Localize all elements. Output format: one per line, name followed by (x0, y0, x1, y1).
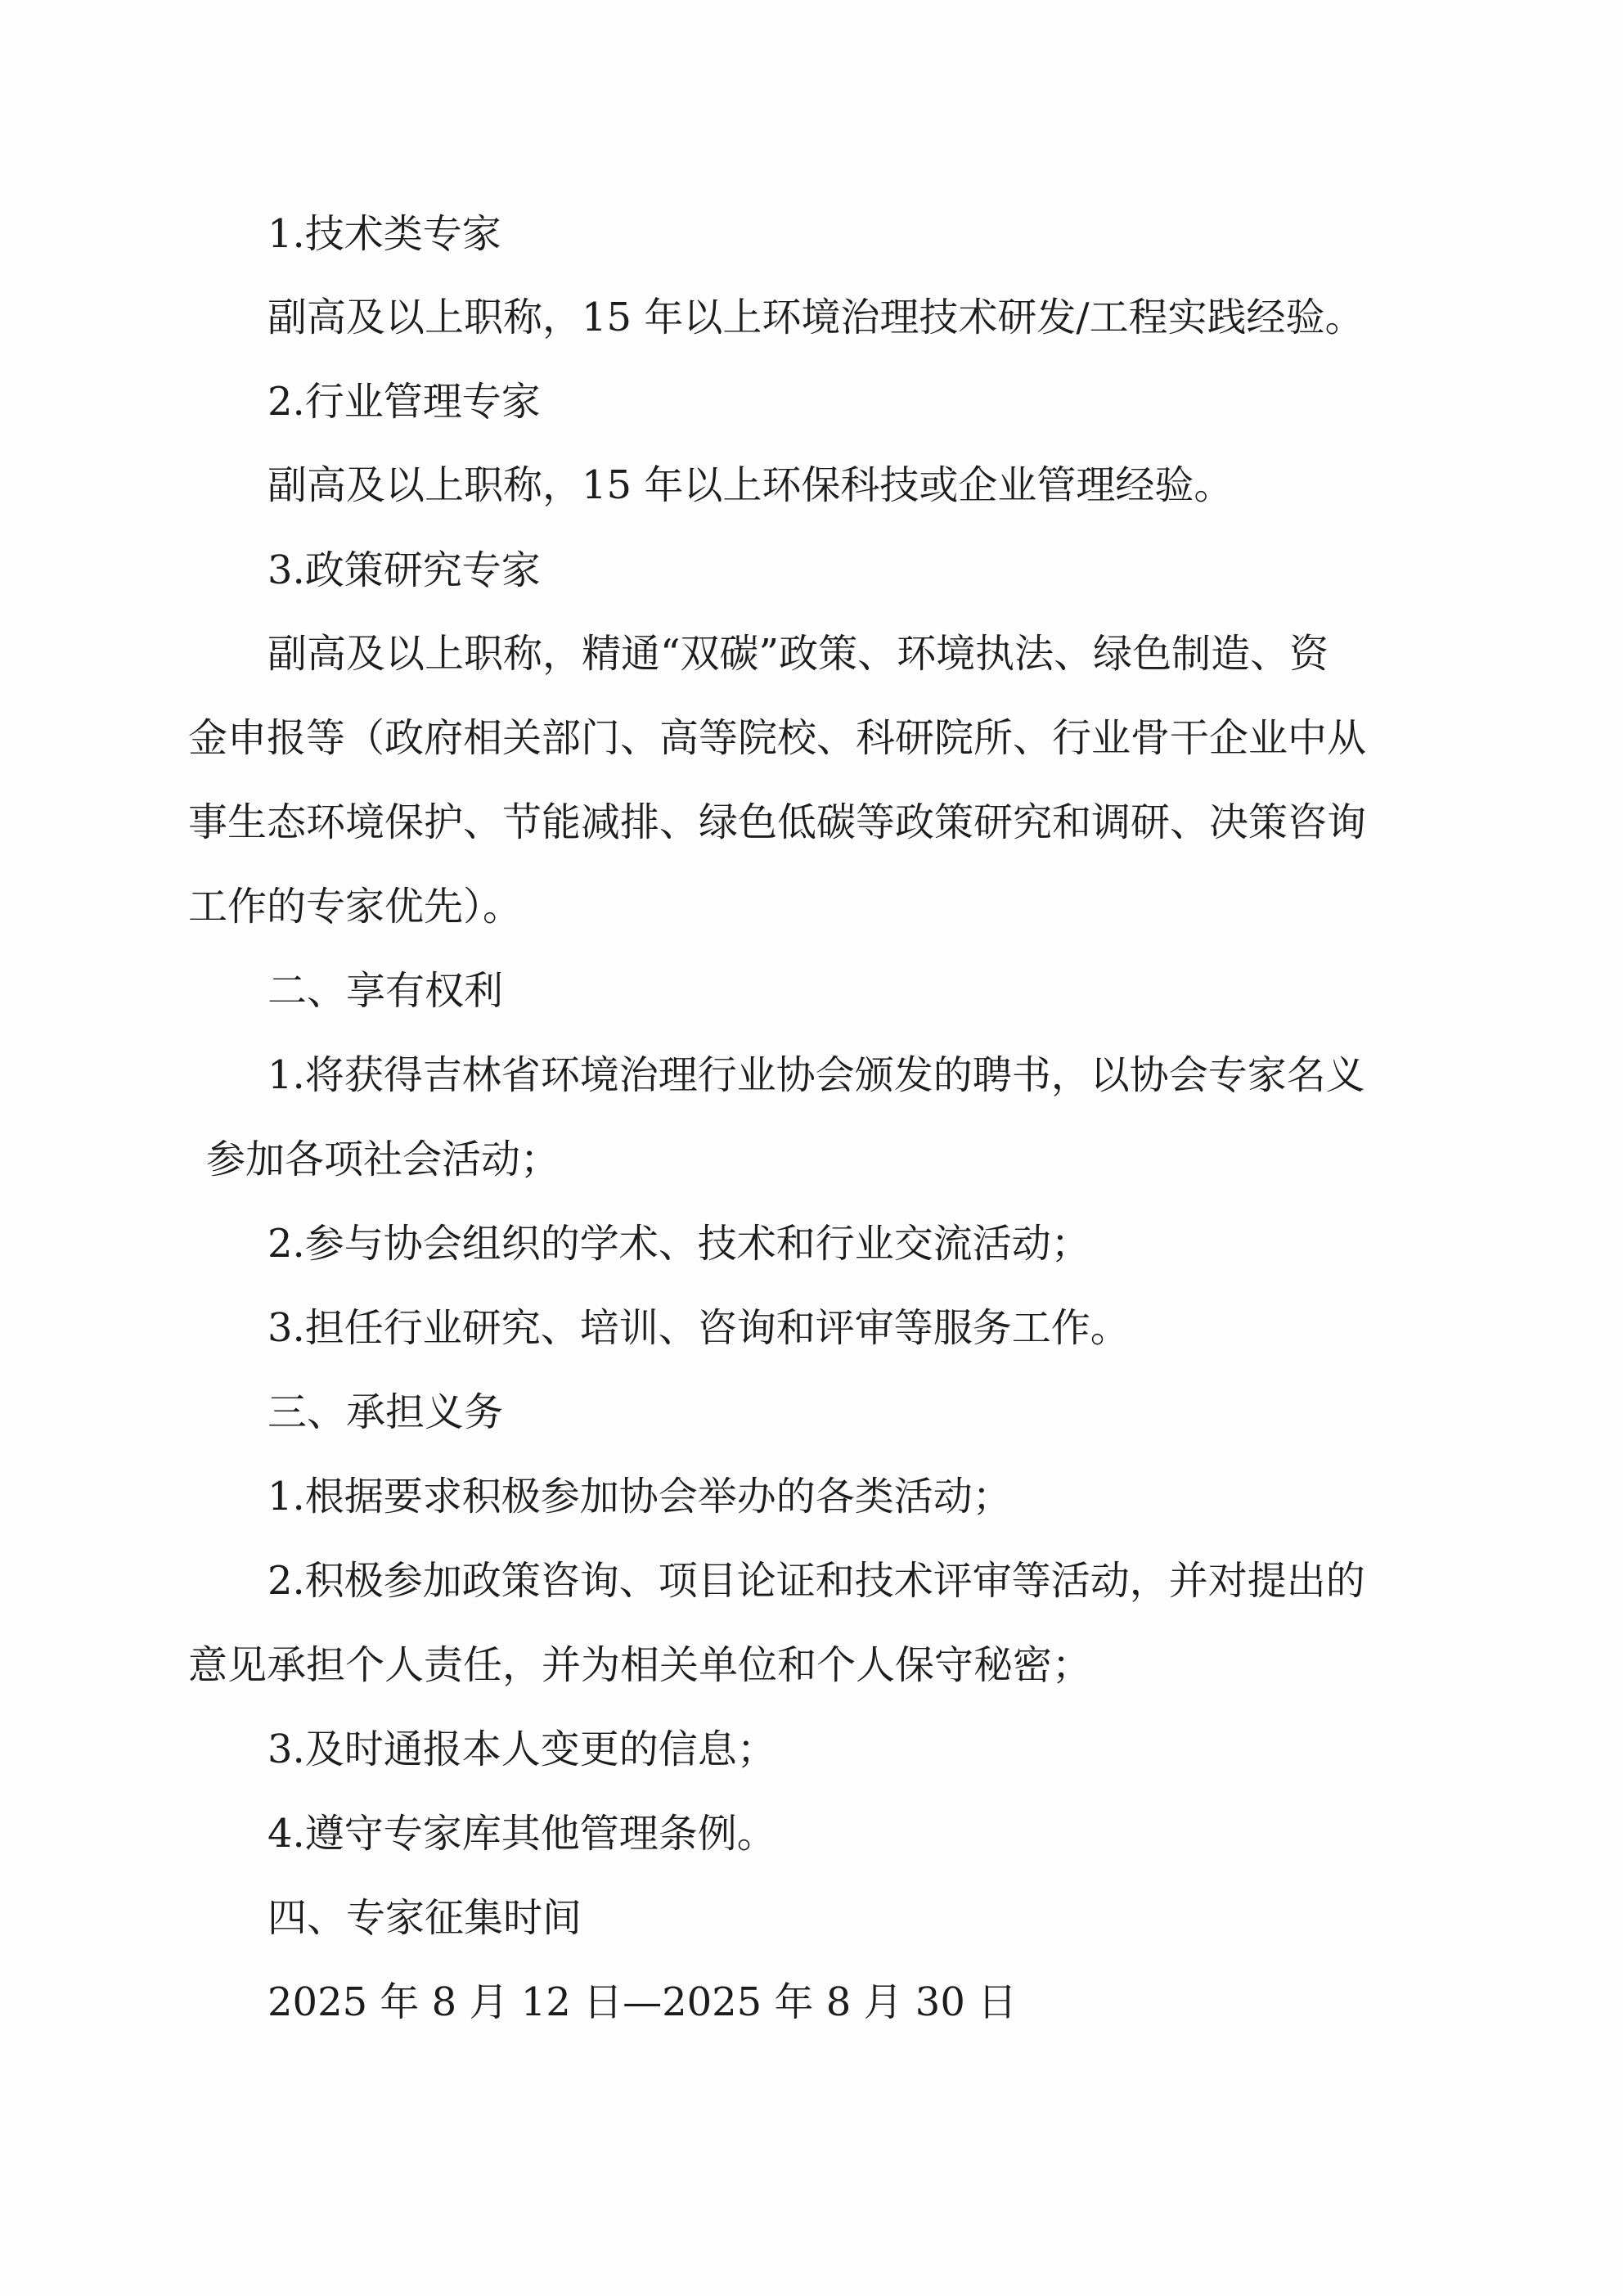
item-industry-management-expert-title: 2.行业管理专家 (268, 379, 541, 425)
rights-item-1-line-2: 参加各项社会活动； (206, 1137, 560, 1182)
rights-item-1-line-1: 1.将获得吉林省环境治理行业协会颁发的聘书，以协会专家名义 (268, 1052, 1365, 1098)
obligations-item-4: 4.遵守专家库其他管理条例。 (268, 1811, 776, 1857)
section-collection-period-heading: 四、专家征集时间 (268, 1895, 582, 1941)
rights-item-2: 2.参与协会组织的学术、技术和行业交流活动； (268, 1221, 1090, 1267)
section-obligations-heading: 三、承担义务 (268, 1389, 504, 1435)
item-policy-research-expert-requirement-line-2: 金申报等（政府相关部门、高等院校、科研院所、行业骨干企业中从 (188, 715, 1367, 761)
obligations-item-2-line-1: 2.积极参加政策咨询、项目论证和技术评审等活动，并对提出的 (268, 1558, 1365, 1604)
item-policy-research-expert-requirement-line-3: 事生态环境保护、节能减排、绿色低碳等政策研究和调研、决策咨询 (188, 799, 1367, 845)
item-policy-research-expert-title: 3.政策研究专家 (268, 547, 541, 593)
obligations-item-3: 3.及时通报本人变更的信息； (268, 1727, 776, 1772)
item-industry-management-expert-requirement: 副高及以上职称，15 年以上环保科技或企业管理经验。 (268, 462, 1234, 508)
item-technical-expert-requirement: 副高及以上职称，15 年以上环境治理技术研发/工程实践经验。 (268, 295, 1364, 340)
obligations-item-2-line-2: 意见承担个人责任，并为相关单位和个人保守秘密； (188, 1642, 1092, 1688)
obligations-item-1: 1.根据要求积极参加协会举办的各类活动； (268, 1474, 1012, 1519)
item-technical-expert-title: 1.技术类专家 (268, 211, 501, 257)
collection-period-dates: 2025 年 8 月 12 日—2025 年 8 月 30 日 (268, 1979, 1018, 2025)
rights-item-3: 3.担任行业研究、培训、咨询和评审等服务工作。 (268, 1305, 1130, 1351)
item-policy-research-expert-requirement-line-4: 工作的专家优先）。 (188, 884, 523, 930)
item-policy-research-expert-requirement-line-1: 副高及以上职称，精通“双碳”政策、环境执法、绿色制造、资 (268, 631, 1329, 677)
section-rights-heading: 二、享有权利 (268, 968, 504, 1014)
